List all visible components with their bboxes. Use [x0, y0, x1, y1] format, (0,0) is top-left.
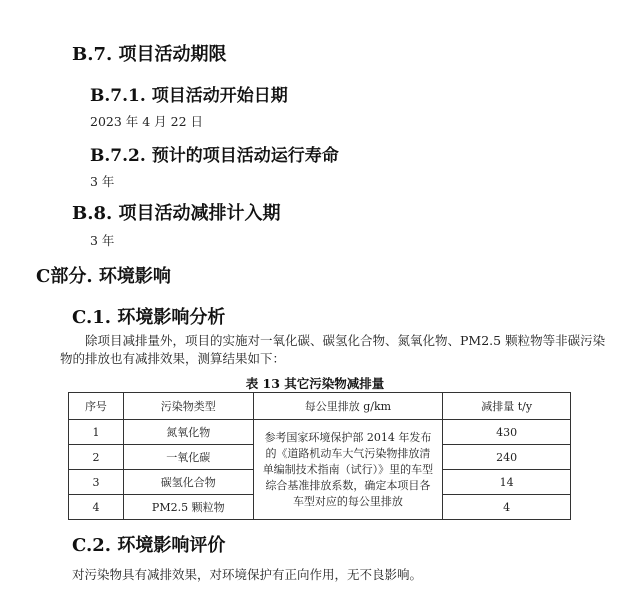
heading-c2: C.2. 环境影响评价	[72, 535, 226, 556]
cell-reduction: 4	[443, 495, 571, 520]
table-row	[69, 420, 571, 445]
cell-no: 1	[69, 420, 124, 445]
c1-paragraph: 除项目减排量外，项目的实施对一氧化碳、碳氢化合物、氮氧化物、PM2.5 颗粒物等非碳污染物的排放也有减排效果，测算结果如下：	[60, 333, 606, 366]
header-reduction: 减排量 t/y	[443, 393, 571, 420]
table-caption: 表 13 其它污染物减排量	[245, 376, 385, 391]
header-emission: 每公里排放 g/km	[253, 393, 443, 420]
cell-type: PM2.5 颗粒物	[123, 495, 253, 520]
heading-b8: B.8. 项目活动减排计入期	[72, 203, 281, 224]
cell-emission-note: 参考国家环境保护部 2014 年发布的《道路机动车大气污染物排放清单编制技术指南（试行）》里的车型综合基准排放系数，确定本项目各车型对应的每公里排放	[253, 420, 443, 520]
cell-reduction: 430	[443, 420, 571, 445]
cell-type: 氮氧化物	[123, 420, 253, 445]
cell-no: 3	[69, 470, 124, 495]
header-no: 序号	[69, 393, 124, 420]
b72-value: 3 年	[90, 174, 115, 189]
heading-b7: B.7. 项目活动期限	[72, 44, 227, 65]
b8-value: 3 年	[90, 233, 115, 248]
cell-type: 一氧化碳	[123, 445, 253, 470]
cell-reduction: 240	[443, 445, 571, 470]
header-type: 污染物类型	[123, 393, 253, 420]
c2-paragraph: 对污染物具有减排效果，对环境保护有正向作用，无不良影响。	[72, 567, 423, 582]
heading-b71: B.7.1. 项目活动开始日期	[90, 86, 288, 106]
table-header-row	[69, 393, 571, 420]
heading-part-c: C部分. 环境影响	[36, 266, 171, 287]
heading-c1: C.1. 环境影响分析	[72, 307, 226, 328]
cell-no: 2	[69, 445, 124, 470]
cell-type: 碳氢化合物	[123, 470, 253, 495]
pollutant-reduction-table	[68, 392, 571, 520]
heading-b72: B.7.2. 预计的项目活动运行寿命	[90, 146, 339, 166]
cell-reduction: 14	[443, 470, 571, 495]
b71-value: 2023 年 4 月 22 日	[90, 114, 204, 129]
cell-no: 4	[69, 495, 124, 520]
